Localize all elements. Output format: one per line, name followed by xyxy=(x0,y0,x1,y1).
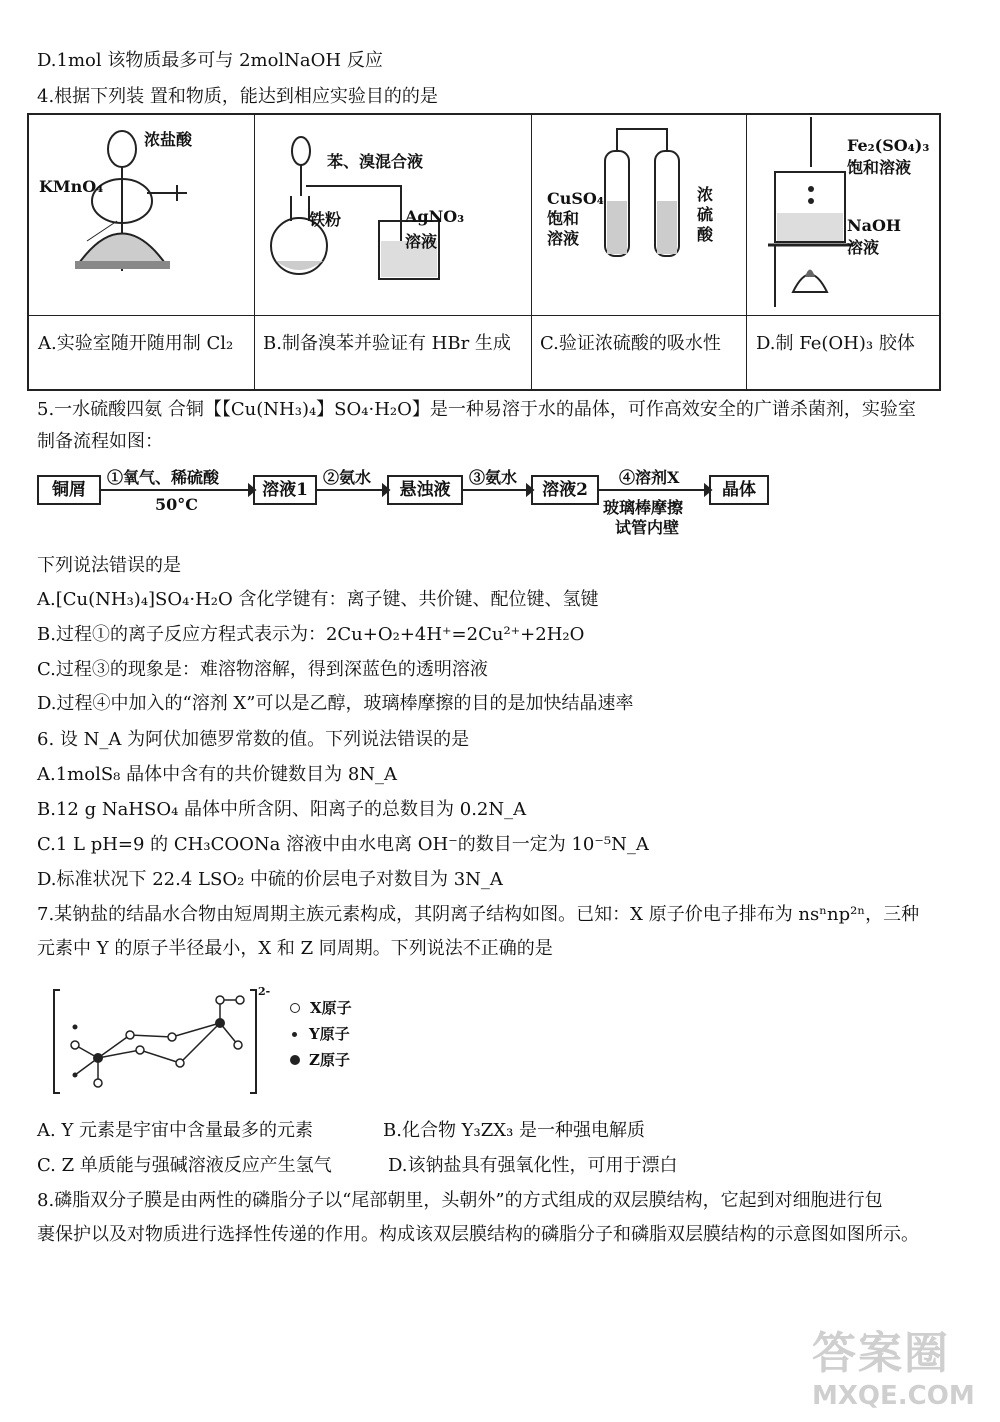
q6-option-d: D.标准状况下 22.4 LSO₂ 中硫的价层电子对数目为 3N_A xyxy=(37,869,503,890)
q7-stem-1: 7.某钠盐的结晶水合物由短周期主族元素构成，其阴离子结构如图。已知：X 原子价电子排布为 nsⁿnp²ⁿ，三种 xyxy=(37,904,920,925)
apparatus-a-figure xyxy=(37,121,247,311)
flow-box-3: 悬浊液 xyxy=(387,475,463,505)
q6-option-a: A.1molS₈ 晶体中含有的共价键数目为 8N_A xyxy=(37,764,398,785)
q5-stem-1: 5.一水硫酸四氨 合铜【【Cu(NH₃)₄】SO₄·H₂O】是一种易溶于水的晶体，可作高效安全的广谱杀菌剂，实验室 xyxy=(37,399,916,420)
q7-legend xyxy=(290,995,352,1073)
q6-stem: 6. 设 N_A 为阿伏加德罗常数的值。下列说法错误的是 xyxy=(37,729,470,750)
flow-step-1: ①氧气、稀硫酸 xyxy=(107,468,220,487)
q5-stem-2: 制备流程如图： xyxy=(37,431,163,452)
q5-option-a: A.[Cu(NH₃)₄]SO₄·H₂O 含化学键有：离子键、共价键、配位键、氢键 xyxy=(37,589,599,610)
flow-box-4: 溶液2 xyxy=(531,475,599,505)
apparatus-c-label-1: CuSO₄ 饱和 溶液 xyxy=(547,189,604,248)
legend-z: Z原子 xyxy=(290,1047,352,1073)
q4-stem: 4.根据下列装 置和物质，能达到相应实验目的的是 xyxy=(37,86,438,107)
apparatus-b-label-2: 铁粉 xyxy=(309,210,342,229)
apparatus-a-label-1: 浓盐酸 xyxy=(144,130,193,149)
apparatus-b-label-4: 溶液 xyxy=(405,232,438,251)
q7-stem-2: 元素中 Y 的原子半径最小，X 和 Z 同周期。下列说法不正确的是 xyxy=(37,938,553,959)
apparatus-d-label-2: NaOH 溶液 xyxy=(847,216,902,257)
flow-step-3: ③氨水 xyxy=(469,468,518,487)
q4-option-a: A.实验室随开随用制 Cl₂ xyxy=(38,333,234,354)
apparatus-c-label-2: 浓 硫 酸 xyxy=(697,185,714,244)
apparatus-b-label-3: AgNO₃ xyxy=(405,207,465,226)
apparatus-a-label-2: KMnO₄ xyxy=(39,177,104,196)
flow-step-1-temp: 50°C xyxy=(155,495,198,514)
apparatus-d-label-1: Fe₂(SO₄)₃ 饱和溶液 xyxy=(847,136,930,177)
flow-box-2: 溶液1 xyxy=(253,475,317,505)
q6-option-c: C.1 L pH=9 的 CH₃COONa 溶液中由水电离 OH⁻的数目一定为 10⁻⁵N_A xyxy=(37,834,649,855)
q4-apparatus-table xyxy=(27,113,941,391)
flow-step-4: ④溶剂X xyxy=(619,468,680,487)
legend-y: Y原子 xyxy=(290,1021,352,1047)
apparatus-b-label-1: 苯、溴混合液 xyxy=(327,152,424,171)
flow-box-5: 晶体 xyxy=(709,475,769,505)
watermark-logo: 答案圈 MXQE.COM xyxy=(812,1328,975,1411)
q5-ask: 下列说法错误的是 xyxy=(37,555,181,576)
q4-option-d: D.制 Fe(OH)₃ 胶体 xyxy=(756,333,915,354)
q7-anion-structure xyxy=(50,985,270,1100)
q5-option-c: C.过程③的现象是：难溶物溶解，得到深蓝色的透明溶液 xyxy=(37,659,488,680)
q8-line-2: 裹保护以及对物质进行选择性传递的作用。构成该双层膜结构的磷脂分子和磷脂双层膜结构的示意图如图所示。 xyxy=(37,1224,919,1245)
q5-option-b: B.过程①的离子反应方程式表示为：2Cu+O₂+4H⁺=2Cu²⁺+2H₂O xyxy=(37,624,585,645)
q3-option-d: D.1mol 该物质最多可与 2molNaOH 反应 xyxy=(37,50,383,71)
q7-option-b: B.化合物 Y₃ZX₃ 是一种强电解质 xyxy=(383,1120,646,1141)
flow-step-4-note-1: 玻璃棒摩擦 xyxy=(603,498,684,517)
q7-option-d: D.该钠盐具有强氧化性，可用于漂白 xyxy=(388,1155,678,1176)
q4-option-c: C.验证浓硫酸的吸水性 xyxy=(540,333,721,354)
flow-step-2: ②氨水 xyxy=(323,468,372,487)
q4-option-b: B.制备溴苯并验证有 HBr 生成 xyxy=(263,333,511,354)
flow-step-4-note-2: 试管内壁 xyxy=(615,518,680,537)
q6-option-b: B.12 g NaHSO₄ 晶体中所含阴、阳离子的总数目为 0.2N_A xyxy=(37,799,527,820)
q7-option-a: A. Y 元素是宇宙中含量最多的元素 xyxy=(37,1120,314,1141)
q5-flowchart xyxy=(37,465,797,545)
flow-box-1: 铜屑 xyxy=(37,475,101,505)
q8-line-1: 8.磷脂双分子膜是由两性的磷脂分子以“尾部朝里，头朝外”的方式组成的双层膜结构，它起到对细胞进行包 xyxy=(37,1190,883,1211)
q5-option-d: D.过程④中加入的“溶剂 X”可以是乙醇，玻璃棒摩擦的目的是加快结晶速率 xyxy=(37,693,634,714)
legend-x: X原子 xyxy=(290,995,352,1021)
q7-option-c: C. Z 单质能与强碱溶液反应产生氢气 xyxy=(37,1155,332,1176)
q7-charge: 2- xyxy=(258,985,271,998)
